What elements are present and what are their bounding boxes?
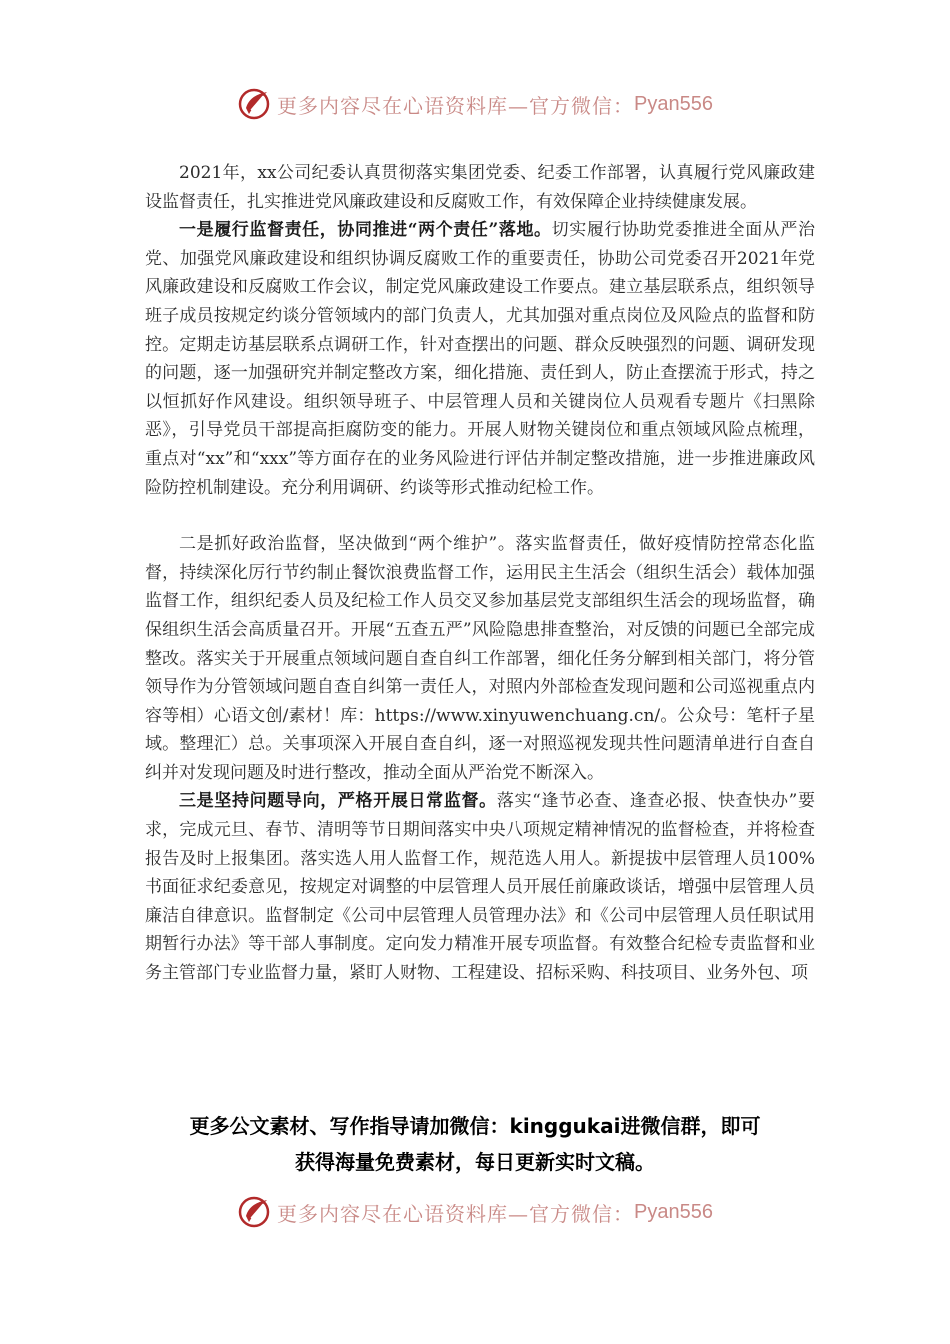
section-one-heading: 一是履行监督责任，协同推进“两个责任”落地。 — [179, 220, 552, 241]
paragraph-section-three — [145, 787, 815, 987]
paragraph-section-one — [145, 216, 815, 502]
banner-wechat-id: Pyan556 — [634, 92, 713, 115]
banner-wechat-id: Pyan556 — [634, 1200, 713, 1223]
section-one-text: 切实履行协助党委推进全面从严治党、加强党风廉政建设和组织协调反腐败工作的重要责任，协助公司党委召开2021年党风廉政建设和反腐败工作会议，制定党风廉政建设工作要点。建立基层联系点，组织领导班子成员按规定约谈分管领域内的部门负责人，尤其加强对重点岗位及风险点的监督和防控。定期走访基层联系点调研工作，针对查摆出的问题、群众反映强烈的问题、调研发现的问题，逐一加强研究并制定整改方案，细化措施、责任到人，防止查摆流于形式，持之以恒抓好作风建设。组织领导班子、中层管理人员和关键岗位人员观看专题片《扫黑除恶》，引导党员干部提高拒腐防变的能力。开展人财物关键岗位和重点领域风险点梳理，重点对“xx”和“xxx”等方面存在的业务风险进行评估并制定整改措施，进一步推进廉政风险防控机制建设。充分利用调研、约谈等形式推动纪检工作。 — [145, 220, 815, 498]
banner-text: 更多内容尽在心语资料库—官方微信： — [277, 1201, 635, 1226]
footer-watermark-banner — [0, 1192, 950, 1232]
header-watermark-banner — [0, 84, 950, 124]
logo-icon — [237, 86, 273, 122]
paragraph-intro: 2021年，xx公司纪委认真贯彻落实集团党委、纪委工作部署，认真履行党风廉政建设监督责任，扎实推进党风廉政建设和反腐败工作，有效保障企业持续健康发展。 — [145, 163, 815, 212]
section-three-heading: 三是坚持问题导向，严格开展日常监督。 — [179, 791, 497, 812]
logo-icon — [237, 1194, 273, 1230]
banner-text: 更多内容尽在心语资料库—官方微信： — [277, 93, 635, 118]
footer-note-line-2: 获得海量免费素材，每日更新实时文稿。 — [295, 1150, 655, 1174]
section-three-text: 落实“逢节必查、逢查必报、快查快办”要求，完成元旦、春节、清明等节日期间落实中央八项规定精神情况的监督检查，并将检查报告及时上报集团。落实选人用人监督工作，规范选人用人。新提拔中层管理人员100%书面征求纪委意见，按规定对调整的中层管理人员开展任前廉政谈话，增强中层管理人员廉洁自律意识。监督制定《公司中层管理人员管理办法》和《公司中层管理人员任职试用期暂行办法》等干部人事制度。定向发力精准开展专项监督。有效整合纪检专责监督和业务主管部门专业监督力量，紧盯人财物、工程建设、招标采购、科技项目、业务外包、项 — [145, 791, 815, 984]
footer-note-line-1: 更多公文素材、写作指导请加微信：kinggukai进微信群，即可 — [189, 1114, 761, 1138]
paragraph-section-two: 二是抓好政治监督，坚决做到“两个维护”。落实监督责任，做好疫情防控常态化监督，持续深化厉行节约制止餐饮浪费监督工作，运用民主生活会（组织生活会）载体加强监督工作，组织纪委人员及纪检工作人员交叉参加基层党支部组织生活会的现场监督，确保组织生活会高质量召开。开展“五查五严”风险隐患排查整治，对反馈的问题已全部完成整改。落实关于开展重点领域问题自查自纠工作部署，细化任务分解到相关部门，将分管领导作为分管领域问题自查自纠第一责任人，对照内外部检查发现问题和公司巡视重点内容等相）心语文创/素材！库：https://www.xinyuwenchuang.cn/。公众号：笔杆子星域。整理汇）总。关事项深入开展自查自纠，逐一对照巡视发现共性问题清单进行自查自纠并对发现问题及时进行整改，推动全面从严治党不断深入。 — [145, 534, 815, 783]
footer-promo-note — [120, 1108, 830, 1180]
document-body — [145, 159, 815, 988]
